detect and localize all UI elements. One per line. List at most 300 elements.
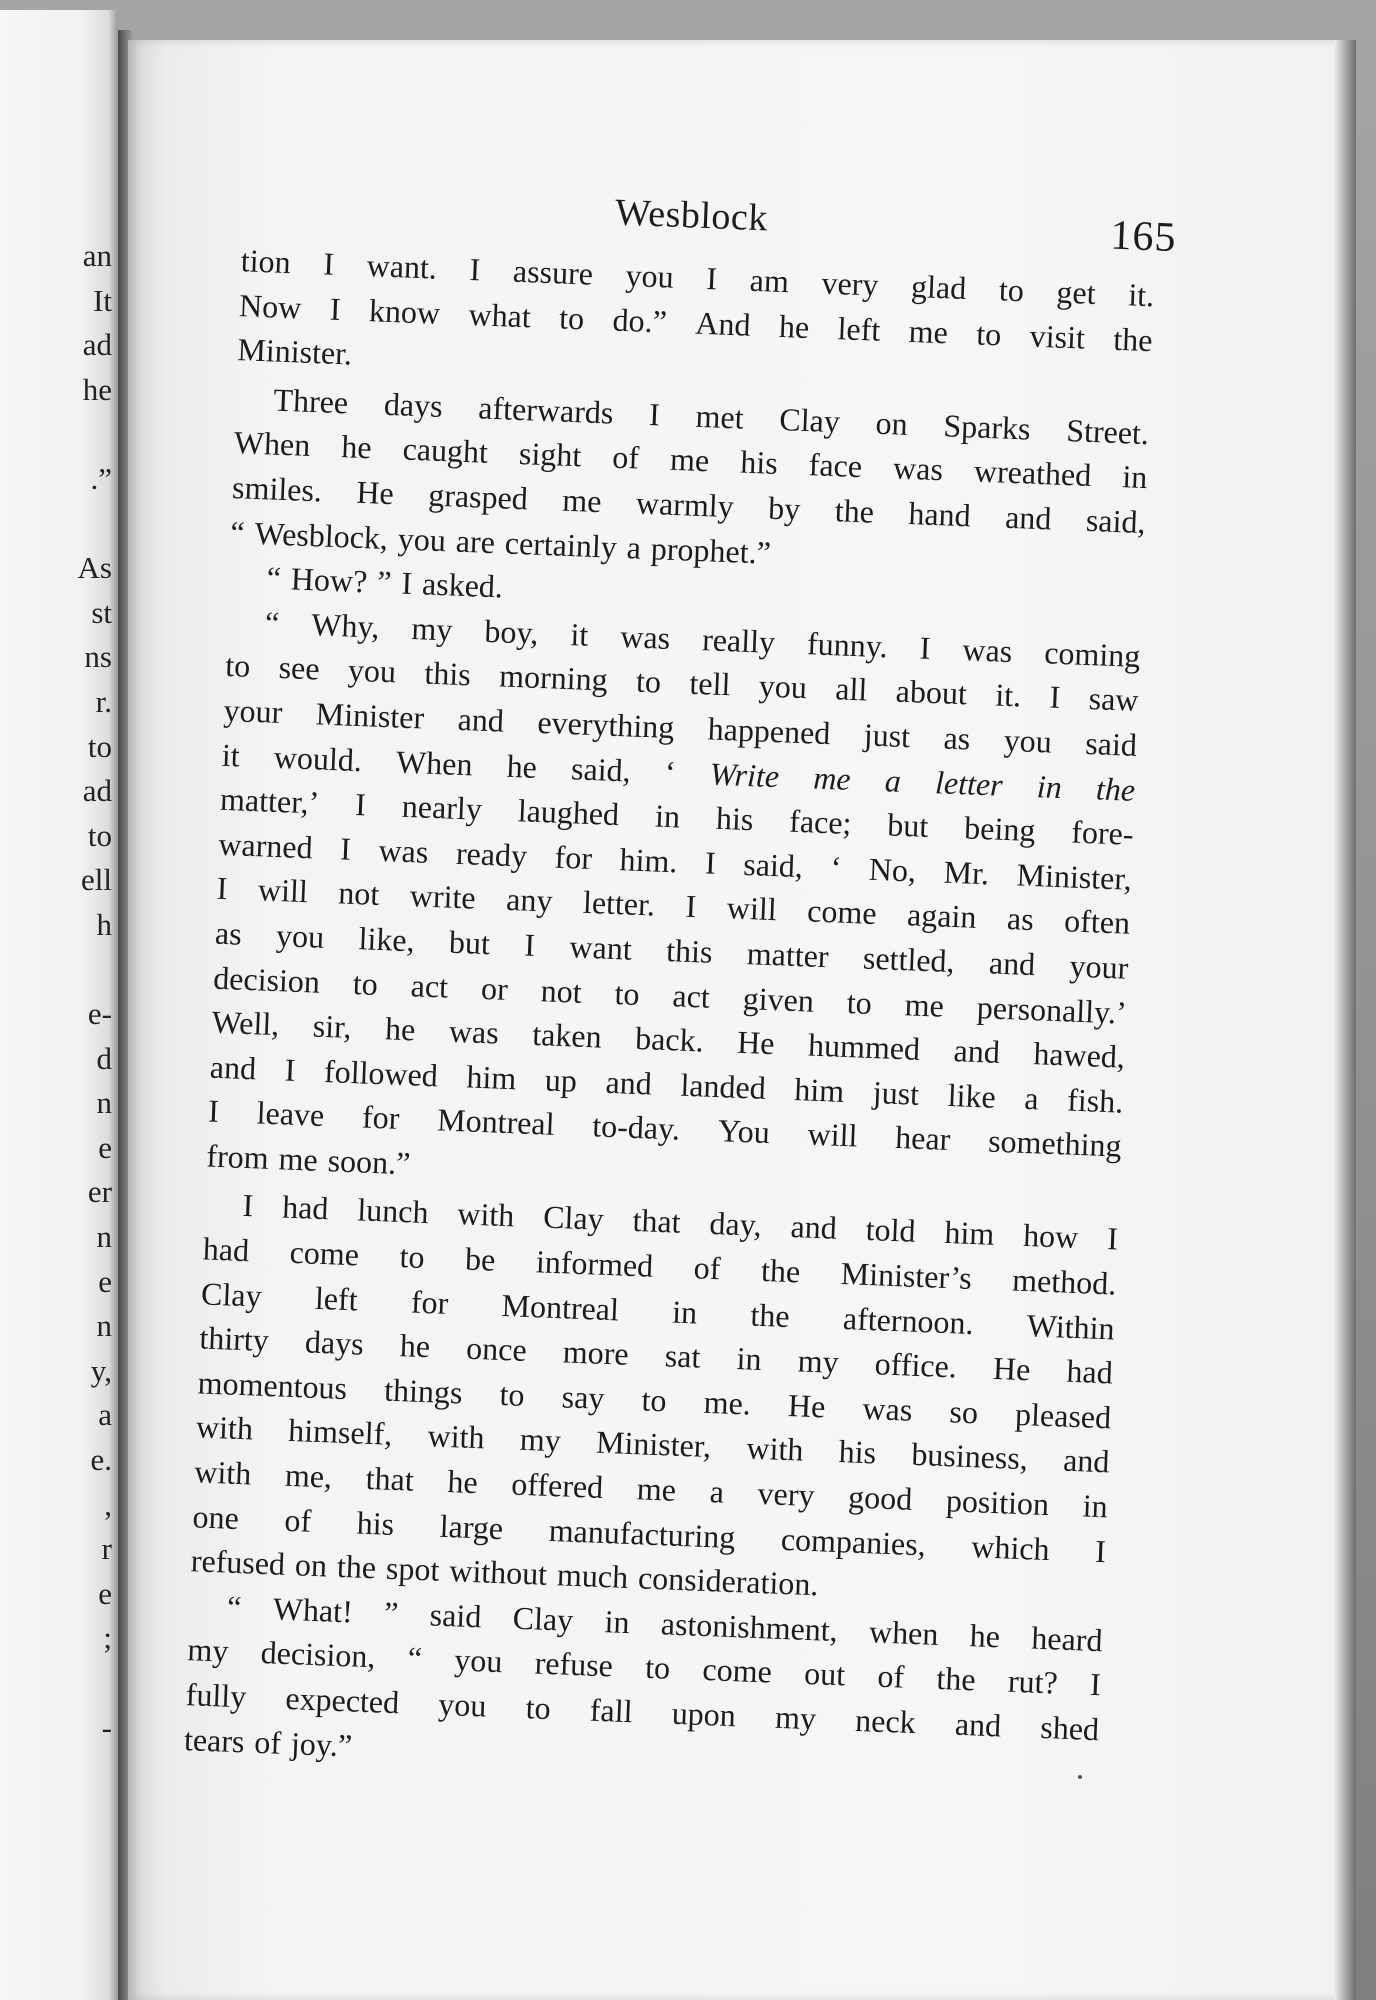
word: to <box>352 964 379 1002</box>
word: was <box>377 831 430 870</box>
word: Clay <box>200 1275 263 1314</box>
word: was <box>619 617 671 656</box>
word: large <box>439 1507 504 1546</box>
word: When <box>395 743 474 782</box>
word: ‘ <box>664 753 677 790</box>
word: I <box>322 245 335 282</box>
word: afterwards <box>477 389 615 431</box>
word: I <box>523 926 536 963</box>
word: are <box>455 522 496 560</box>
left-fragment <box>78 502 112 547</box>
word: of <box>283 1501 312 1539</box>
word: in <box>1036 767 1063 805</box>
word: me <box>812 759 852 797</box>
left-fragment: to <box>87 728 112 764</box>
word: things <box>383 1371 464 1411</box>
word: Clay <box>542 1198 605 1238</box>
word: When <box>233 424 311 464</box>
left-fragment: er <box>87 1174 112 1210</box>
word: I <box>1094 1532 1107 1569</box>
word: Montreal <box>436 1101 556 1143</box>
word: all <box>834 670 869 708</box>
word: I <box>284 1051 297 1088</box>
word: me <box>561 481 603 520</box>
word: to <box>644 1649 671 1687</box>
word: to-day. <box>591 1107 681 1147</box>
left-fragment: r. <box>95 683 112 719</box>
word: just <box>863 716 911 755</box>
word: a <box>884 761 902 799</box>
word: the <box>1112 320 1154 358</box>
word: with <box>456 1195 515 1234</box>
word: Write <box>709 755 780 794</box>
word: up <box>544 1061 578 1099</box>
word: matter,’ <box>219 780 320 821</box>
word: know <box>368 291 441 331</box>
word: his <box>739 443 779 482</box>
word: out <box>803 1655 846 1693</box>
word: you <box>625 256 675 295</box>
word: with <box>426 1417 486 1456</box>
left-fragment: st <box>91 594 112 630</box>
word: boy, <box>483 612 540 651</box>
word: sat <box>664 1337 702 1375</box>
word: said, <box>742 845 804 884</box>
word: to <box>499 1375 526 1413</box>
word: as <box>214 914 243 952</box>
word: the <box>1095 769 1136 808</box>
word: will <box>257 871 309 910</box>
word: said <box>429 1596 483 1635</box>
word: Minister. <box>236 331 353 372</box>
word: in <box>654 797 681 835</box>
word: sight <box>518 435 582 474</box>
word: to <box>525 1689 552 1727</box>
word: me <box>636 1470 677 1508</box>
word: that <box>631 1202 682 1241</box>
word: by <box>767 489 801 527</box>
word: to <box>975 315 1003 352</box>
word: you <box>347 651 397 690</box>
word: followed <box>323 1052 439 1094</box>
left-fragment: y, <box>90 1352 112 1388</box>
word: for <box>410 1283 450 1321</box>
left-fragment: e <box>98 1575 112 1611</box>
word: everything <box>536 703 675 746</box>
word: he <box>340 428 373 466</box>
word: he <box>506 747 538 785</box>
word: him <box>943 1214 995 1253</box>
word: offered <box>510 1465 604 1506</box>
left-fragment: he <box>82 371 112 407</box>
word: that <box>365 1459 415 1498</box>
word: come <box>701 1651 773 1690</box>
word: nearly <box>401 787 483 827</box>
word: more <box>562 1333 630 1373</box>
left-fragment: .” <box>90 460 112 496</box>
left-page-text-fragments <box>78 234 112 1750</box>
word: method. <box>1011 1261 1117 1302</box>
word: my <box>410 609 454 648</box>
word: see <box>278 649 321 687</box>
word: funny. <box>806 624 889 665</box>
word: sir, <box>312 1007 353 1046</box>
word: How? <box>290 560 369 600</box>
word: Mr. <box>943 853 990 892</box>
book-page <box>128 40 1356 2000</box>
word: I <box>400 564 413 602</box>
word: momentous <box>197 1364 348 1406</box>
word: hand <box>907 494 972 534</box>
word: spot <box>385 1549 441 1588</box>
word: was <box>892 449 944 488</box>
word: I <box>216 870 229 907</box>
word: Wesblock, <box>253 514 389 556</box>
word: not <box>337 874 381 913</box>
word: said <box>1084 724 1138 763</box>
word: Why, <box>310 605 381 645</box>
word: get <box>1055 273 1097 311</box>
word: his <box>356 1504 395 1542</box>
word: me, <box>284 1456 333 1495</box>
word: you <box>453 1641 504 1680</box>
word: caught <box>402 430 489 471</box>
left-fragment: e- <box>87 996 112 1032</box>
word: office. <box>874 1345 958 1385</box>
word: left <box>837 309 882 348</box>
word: so <box>948 1393 979 1431</box>
word: tion <box>240 242 292 281</box>
left-fragment: h <box>96 906 112 942</box>
word: in <box>1082 1487 1109 1525</box>
word: act <box>410 966 449 1005</box>
word: position <box>945 1482 1050 1523</box>
word: being <box>963 809 1037 849</box>
word: soon.” <box>327 1142 412 1182</box>
word: him. <box>619 840 679 880</box>
word: my <box>519 1421 562 1459</box>
word: He <box>787 1386 827 1425</box>
word: prophet.” <box>650 529 772 571</box>
word: or <box>480 969 509 1007</box>
left-fragment: ns <box>84 639 112 675</box>
word: He <box>736 1023 776 1062</box>
word: you <box>758 667 808 706</box>
word: very <box>820 264 880 303</box>
word: much <box>556 1556 629 1596</box>
word: joy.” <box>290 1724 353 1764</box>
word: face <box>808 446 863 485</box>
word: and <box>457 700 505 739</box>
word: this <box>665 931 714 970</box>
word: decision <box>212 959 321 1000</box>
word: your <box>222 691 283 731</box>
word: with <box>195 1408 254 1447</box>
word: with <box>745 1429 805 1469</box>
word: ready <box>455 834 528 874</box>
word: Minister, <box>1016 856 1133 897</box>
word: was <box>961 630 1013 669</box>
left-fragment: to <box>87 817 112 853</box>
word: day, <box>708 1205 763 1244</box>
word: I <box>339 830 352 867</box>
word: certainly <box>504 524 618 565</box>
word: said, <box>1085 501 1147 541</box>
word: good <box>847 1478 913 1517</box>
word: pleased <box>1014 1395 1112 1436</box>
word: but <box>886 806 930 845</box>
word: fully <box>185 1676 247 1715</box>
word: to <box>846 983 873 1021</box>
word: hummed <box>807 1026 921 1067</box>
left-fragment: ad <box>82 327 112 363</box>
word: I <box>354 786 367 823</box>
word: do.” <box>612 301 668 340</box>
word: the <box>935 1660 977 1698</box>
word: the <box>749 1296 791 1334</box>
word: to <box>614 974 641 1012</box>
word: I <box>704 844 717 881</box>
word: assure <box>512 252 594 292</box>
word: am <box>749 261 790 300</box>
word: of <box>693 1249 722 1287</box>
word: letter <box>934 763 1004 803</box>
word: come <box>289 1233 360 1273</box>
word: had <box>1065 1352 1114 1391</box>
word: not <box>540 971 583 1010</box>
word: of <box>876 1658 905 1696</box>
word: and <box>1004 498 1053 537</box>
word: me. <box>703 1383 752 1422</box>
word: taken <box>531 1016 603 1055</box>
word: again <box>906 896 978 936</box>
word: write <box>409 877 477 916</box>
word: me <box>277 1140 319 1178</box>
word: I <box>684 888 697 925</box>
word: refuse <box>534 1644 614 1684</box>
word: settled, <box>862 939 956 979</box>
word: “ <box>226 1588 243 1625</box>
word: I <box>1089 1666 1102 1703</box>
left-fragment <box>78 412 112 457</box>
word: He <box>355 473 395 512</box>
word: it <box>569 615 589 653</box>
left-fragment: e. <box>90 1442 112 1478</box>
word: I <box>705 260 718 297</box>
word: expected <box>284 1679 400 1721</box>
word: and <box>1062 1442 1111 1480</box>
word: this <box>423 654 472 693</box>
word: come <box>806 892 878 932</box>
left-fragment: - <box>101 1709 112 1745</box>
word: will <box>806 1115 859 1154</box>
word: happened <box>707 710 832 752</box>
word: which <box>970 1527 1051 1567</box>
body-text <box>183 238 1155 1796</box>
word: in <box>603 1602 631 1640</box>
word: companies, <box>780 1520 927 1563</box>
word: smiles. <box>231 468 323 509</box>
word: about <box>895 672 968 712</box>
word: like, <box>357 920 416 959</box>
word: No, <box>868 850 917 889</box>
word: something <box>987 1122 1123 1164</box>
word: fore- <box>1070 813 1135 852</box>
word: Sparks <box>942 407 1032 447</box>
page-text-block <box>177 180 1178 1796</box>
word: want <box>568 928 633 967</box>
word: on <box>875 404 909 442</box>
word: back. <box>634 1019 705 1059</box>
word: had <box>202 1230 250 1269</box>
word: shed <box>1039 1708 1100 1748</box>
page-edge <box>1334 40 1356 2000</box>
word: What! <box>272 1590 354 1630</box>
left-fragment: n <box>96 1219 112 1255</box>
word: tell <box>688 665 732 703</box>
word: a <box>626 528 642 566</box>
word: given <box>742 979 815 1019</box>
left-fragment: n <box>96 1308 112 1344</box>
word: from <box>205 1137 270 1176</box>
word: his <box>838 1433 877 1471</box>
word: afternoon. <box>842 1299 975 1341</box>
left-fragment: , <box>104 1486 112 1522</box>
word: was <box>861 1389 914 1428</box>
word: morning <box>498 657 609 698</box>
word: it <box>221 736 241 774</box>
word: and <box>209 1048 257 1087</box>
word: You <box>717 1112 771 1151</box>
word: met <box>694 397 745 436</box>
word: I <box>207 1092 220 1130</box>
word: Three <box>272 381 349 421</box>
word: of <box>611 438 640 476</box>
word: he <box>399 1327 431 1365</box>
word: the <box>336 1548 377 1586</box>
word: for <box>361 1098 401 1137</box>
page-number: 165 <box>1109 212 1178 262</box>
word: manufacturing <box>548 1511 737 1555</box>
word: ‘ <box>829 848 842 886</box>
word: Now <box>238 286 303 326</box>
word: refused <box>190 1542 286 1583</box>
word: asked. <box>421 565 504 605</box>
word: my <box>774 1698 817 1737</box>
word: in <box>735 1340 763 1378</box>
word: Well, <box>210 1003 280 1043</box>
word: his <box>715 799 755 838</box>
word: days <box>304 1323 365 1362</box>
word: he <box>778 307 810 345</box>
word: laughed <box>517 792 620 833</box>
word: Street. <box>1065 411 1150 451</box>
word: be <box>464 1240 497 1278</box>
word: Montreal <box>501 1286 620 1328</box>
word: days <box>383 385 444 424</box>
word: ” <box>376 563 393 601</box>
word: just <box>872 1073 920 1112</box>
word: saw <box>1088 680 1140 719</box>
word: one <box>191 1497 240 1536</box>
word: you <box>1003 721 1053 760</box>
word: himself, <box>287 1412 393 1453</box>
word: and <box>789 1208 838 1247</box>
word: was <box>448 1012 500 1051</box>
word: want. <box>366 247 438 286</box>
word: to <box>635 663 662 700</box>
word: warned <box>217 825 314 866</box>
word: “ <box>264 604 280 641</box>
word: you <box>275 916 325 955</box>
word: informed <box>535 1243 654 1284</box>
word: me <box>908 312 949 350</box>
word: I <box>329 290 342 327</box>
word: I <box>1048 678 1061 716</box>
left-fragment: As <box>77 550 112 586</box>
word: act <box>671 976 711 1015</box>
word: ” <box>383 1594 400 1632</box>
word: with <box>193 1453 252 1492</box>
word: neck <box>854 1701 917 1741</box>
word: And <box>694 304 752 343</box>
word: very <box>757 1474 816 1514</box>
word: I <box>469 250 482 288</box>
word: will <box>726 889 778 928</box>
word: rut? <box>1007 1663 1059 1701</box>
word: often <box>1063 902 1131 942</box>
word: coming <box>1043 634 1142 674</box>
word: he <box>969 1616 1001 1655</box>
word: on <box>294 1546 328 1584</box>
word: Clay <box>778 400 841 440</box>
word: any <box>505 881 554 919</box>
word: the <box>834 492 875 530</box>
word: he <box>446 1463 479 1501</box>
word: face; <box>788 802 853 842</box>
word: without <box>448 1552 548 1593</box>
word: a <box>1023 1079 1040 1117</box>
left-fragment: r <box>101 1531 112 1567</box>
word: I <box>1106 1220 1119 1258</box>
word: would. <box>273 738 363 778</box>
word: fish. <box>1066 1081 1124 1120</box>
word: as <box>1006 900 1035 938</box>
left-facing-page <box>0 10 118 2000</box>
word: told <box>865 1211 917 1250</box>
word: visit <box>1029 317 1086 356</box>
left-fragment: ad <box>82 773 112 809</box>
word: thirty <box>198 1319 270 1359</box>
word: the <box>760 1251 801 1290</box>
word: leave <box>256 1094 325 1134</box>
word: “ <box>407 1640 423 1677</box>
word: really <box>701 620 776 660</box>
left-fragment: It <box>93 282 112 318</box>
left-fragment: a <box>98 1397 112 1433</box>
word: my <box>797 1342 840 1381</box>
word: had <box>281 1188 330 1227</box>
word: personally.’ <box>976 988 1128 1031</box>
word: for <box>554 838 593 876</box>
word: as <box>942 719 971 757</box>
word: you <box>397 519 447 558</box>
word: and <box>604 1063 653 1102</box>
word: and <box>988 944 1036 983</box>
left-fragment: ell <box>81 862 112 898</box>
word: fall <box>589 1691 634 1730</box>
word: matter <box>746 935 830 975</box>
